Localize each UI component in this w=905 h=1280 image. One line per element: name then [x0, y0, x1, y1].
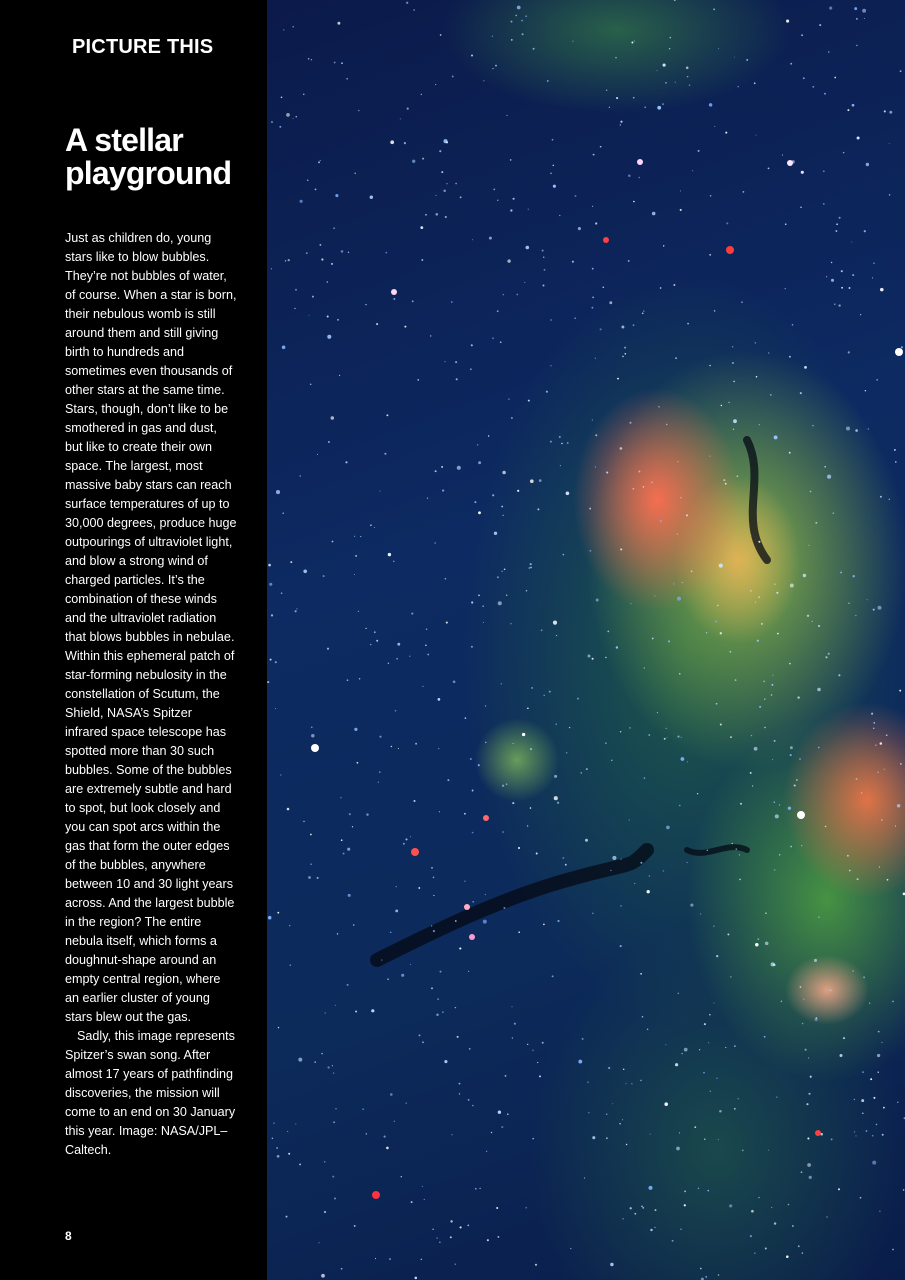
body-paragraph-1: Just as children do, young stars like to blow bubbles. They’re not bubbles of water, of course. When a star is born, their nebulous womb is still around them and still giving birth to hundreds and sometimes even thousands of other stars at the same time. Stars, though, don’t like to be smothered in gas and dust, but like to create their own space. The largest, most massive baby stars can reach surface temperatures of up to 30,000 degrees, produce huge outpourings of ultraviolet light, and blow a strong wind of charged particles. It’s the combination of these winds and the ultraviolet radiation that blows bubbles in nebulae. Within this ephemeral patch of star-forming nebulosity in the constellation of Scutum, the Shield, NASA’s Spitzer infrared space telescope has spotted more than 30 such bubbles. Some of the bubbles are extremely subtle and hard to spot, but look closely and you can spot arcs within the gas that form the outer edges of the bubbles, anywhere between 10 and 30 light years across. And the largest bubble in the region? The entire nebula itself, which forms a doughnut-shape around an empty central region, where an earlier cluster of young stars blew out the gas.: [65, 231, 237, 1024]
page-number: 8: [65, 1229, 72, 1243]
bright-stars: [311, 159, 903, 1199]
stars: [267, 0, 905, 1280]
headline: A stellar playground: [65, 122, 232, 191]
nebula-image: [267, 0, 905, 1280]
dark-dust-lanes: [377, 440, 767, 960]
body-paragraph-2: Sadly, this image represents Spitzer’s swan song. After almost 17 years of pathfinding discoveries, the mission will come to an end on 30 January this year. Image: NASA/JPL–Caltech.: [65, 1029, 236, 1157]
section-label: PICTURE THIS: [72, 36, 214, 58]
starfield: [267, 0, 905, 1280]
article-body: [65, 229, 237, 1160]
text-sidebar: [0, 0, 267, 1280]
